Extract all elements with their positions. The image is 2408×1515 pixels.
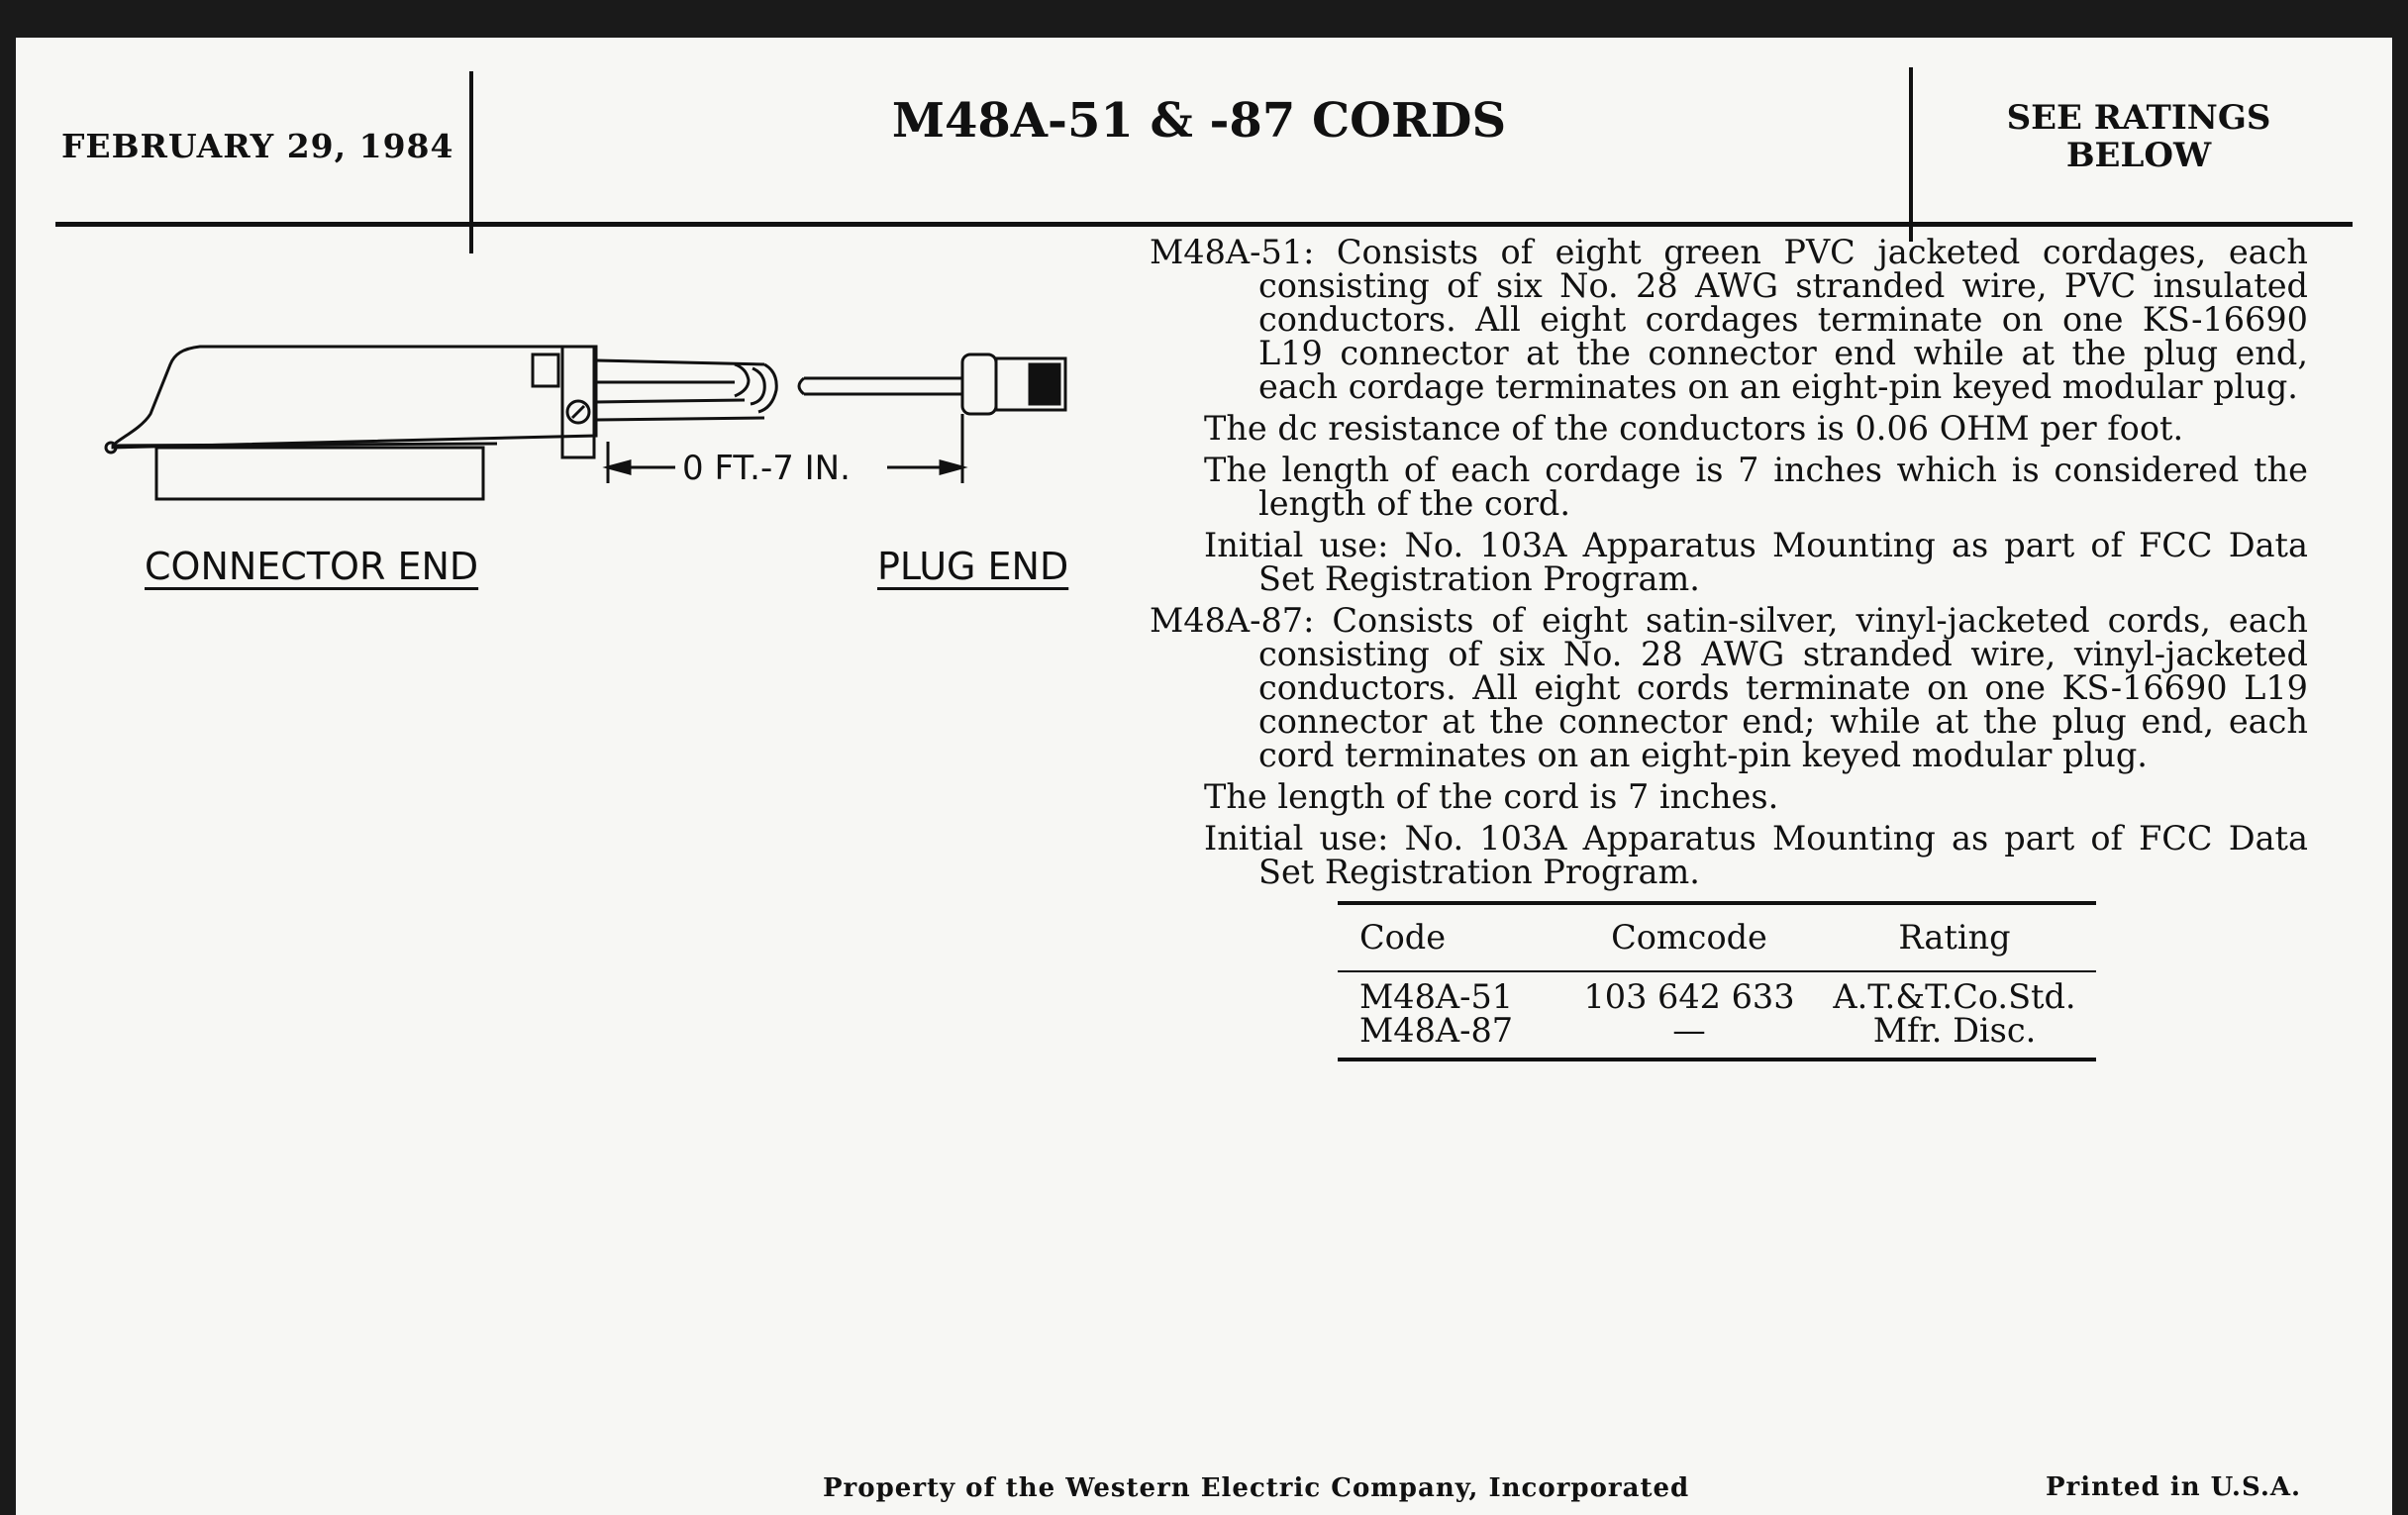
ratings-table	[1338, 901, 2096, 1061]
cordage-length-note: The length of each cordage is 7 inches which is considered the length of the cord.	[1204, 451, 2308, 523]
table-cell-rating: Mfr. Disc.	[1872, 1011, 2037, 1050]
table-cell-comcode: 103 642 633	[1583, 977, 1795, 1016]
connector-end-label: CONNECTOR END	[145, 545, 479, 588]
modular-plug	[962, 354, 996, 414]
column-header-comcode: Comcode	[1611, 918, 1767, 957]
header-divider-right	[1909, 67, 1913, 242]
dc-resistance-note: The dc resistance of the conductors is 0.06 OHM per foot.	[1204, 409, 2184, 448]
cordage-bundle	[596, 360, 764, 420]
initial-use-note-51: Initial use: No. 103A Apparatus Mounting as part of FCC Data Set Registration Program.	[1204, 526, 2308, 598]
printed-notice: Printed in U.S.A.	[2046, 1472, 2302, 1502]
table-cell-code: M48A-51	[1359, 977, 1514, 1016]
property-notice: Property of the Western Electric Company, Incorporated	[823, 1473, 1690, 1503]
document-page	[16, 38, 2392, 1515]
column-header-rating: Rating	[1898, 918, 2011, 957]
connector-shell	[113, 347, 596, 448]
table-row	[1338, 1011, 2096, 1050]
table-header-row	[1338, 905, 2096, 970]
ratings-note	[1933, 99, 2345, 174]
m48a-87-description: M48A-87: Consists of eight satin-silver, vinyl-jacketed cords, each consisting of six No. 28 AWG stranded wire, vinyl-jacketed conductors. All eight cords terminate on one KS-16690 L19 connector at the connector end; while at the plug end, each cord terminates on an eight-pin keyed modular plug.	[1150, 601, 2308, 774]
document-date: FEBRUARY 29, 1984	[61, 127, 454, 165]
dimension-label: 0 FT.-7 IN.	[682, 449, 851, 488]
ratings-note-line2: BELOW	[2065, 136, 2212, 175]
ratings-note-line1: SEE RATINGS	[2006, 98, 2271, 138]
table-row	[1338, 977, 2096, 1016]
plug-end-label: PLUG END	[877, 545, 1069, 588]
table-cell-comcode: —	[1672, 1011, 1706, 1050]
table-bottom-rule	[1338, 1058, 2096, 1061]
cord-length-note: The length of the cord is 7 inches.	[1204, 777, 1779, 816]
initial-use-note-87: Initial use: No. 103A Apparatus Mounting as part of FCC Data Set Registration Program.	[1204, 819, 2308, 891]
column-header-code: Code	[1359, 918, 1447, 957]
table-cell-code: M48A-87	[1359, 1011, 1514, 1050]
connector-base	[156, 448, 483, 499]
connector-clamp	[533, 354, 558, 386]
plug-cable	[804, 378, 962, 394]
header-rule	[55, 222, 2353, 227]
document-title: M48A-51 & -87 CORDS	[891, 93, 1507, 149]
table-cell-rating: A.T.&T.Co.Std.	[1833, 977, 2076, 1016]
m48a-51-description: M48A-51: Consists of eight green PVC jacketed cordages, each consisting of six No. 28 AWG stranded wire, PVC insulated conductors. All eight cordages terminate on one KS-16690 L19 connector at the connector end while at the plug end, each cordage terminates on an eight-pin keyed modular plug.	[1150, 233, 2308, 406]
cord-diagram	[91, 325, 1111, 523]
description-body	[1150, 233, 2308, 891]
